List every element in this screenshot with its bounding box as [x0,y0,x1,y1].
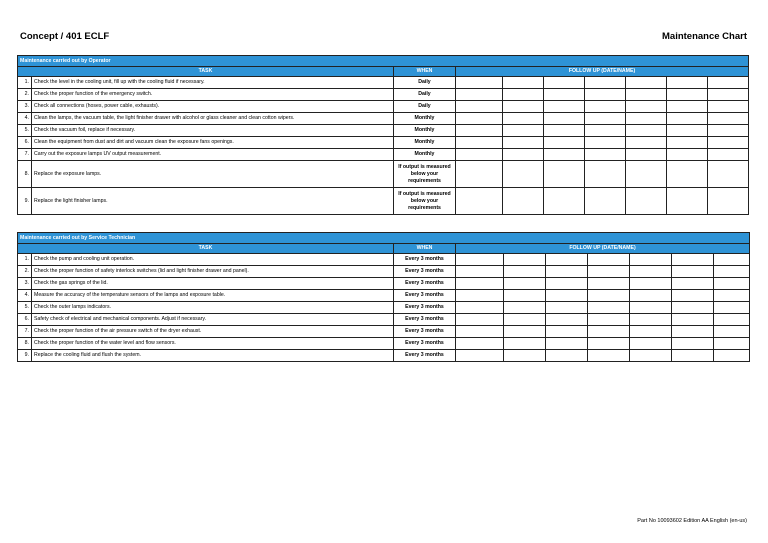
follow-up-cell[interactable] [544,188,585,215]
task-cell: Check the proper function of the water level and flow sensors. [32,338,394,350]
follow-up-cell[interactable] [456,149,503,161]
follow-up-cell[interactable] [585,89,626,101]
follow-up-cell[interactable] [503,161,544,188]
follow-up-cell[interactable] [456,125,503,137]
follow-up-cell[interactable] [708,125,749,137]
follow-up-cell[interactable] [626,89,667,101]
follow-up-cell[interactable] [588,290,630,302]
follow-up-cell[interactable] [456,302,504,314]
follow-up-cell[interactable] [503,89,544,101]
follow-up-cell[interactable] [456,326,504,338]
follow-up-cell[interactable] [672,278,714,290]
follow-up-cell[interactable] [546,266,588,278]
table-row [18,137,749,149]
table-row [18,149,749,161]
operator-maintenance-table [17,55,749,215]
table-row [18,188,749,215]
chart-title: Maintenance Chart [662,31,747,42]
follow-up-cell[interactable] [667,89,708,101]
row-number: 4. [18,290,32,302]
follow-up-cell[interactable] [626,113,667,125]
follow-up-cell[interactable] [667,125,708,137]
when-cell: Monthly [394,125,456,137]
follow-up-cell[interactable] [585,188,626,215]
follow-up-cell[interactable] [456,266,504,278]
follow-up-cell[interactable] [667,188,708,215]
follow-up-cell[interactable] [672,314,714,326]
follow-up-cell[interactable] [456,350,504,362]
follow-up-cell[interactable] [456,161,503,188]
follow-up-cell[interactable] [546,314,588,326]
technician-maintenance-table [17,232,750,362]
table-row [18,326,750,338]
follow-up-cell[interactable] [544,125,585,137]
when-cell: Monthly [394,137,456,149]
follow-up-cell[interactable] [714,278,750,290]
when-cell: Every 3 months [394,254,456,266]
when-column-header: WHEN [394,244,456,254]
follow-up-cell[interactable] [504,338,546,350]
follow-up-cell[interactable] [503,101,544,113]
part-number: Part No 10093602 Edition AA English (en-us) [637,518,747,524]
task-column-header: TASK [18,244,394,254]
follow-up-cell[interactable] [714,326,750,338]
when-cell: Every 3 months [394,338,456,350]
follow-up-cell[interactable] [667,161,708,188]
follow-up-cell[interactable] [504,266,546,278]
follow-up-cell[interactable] [546,278,588,290]
follow-up-cell[interactable] [546,326,588,338]
follow-up-cell[interactable] [504,290,546,302]
follow-up-cell[interactable] [503,149,544,161]
task-cell: Safety check of electrical and mechanical components. Adjust if necessary. [32,314,394,326]
follow-up-cell[interactable] [544,113,585,125]
follow-up-cell[interactable] [588,254,630,266]
follow-up-cell[interactable] [456,188,503,215]
row-number: 8. [18,338,32,350]
follow-up-cell[interactable] [714,290,750,302]
follow-up-cell[interactable] [588,326,630,338]
table-row [18,350,750,362]
follow-up-cell[interactable] [544,101,585,113]
follow-up-cell[interactable] [585,77,626,89]
follow-up-cell[interactable] [672,326,714,338]
when-column-header: WHEN [394,67,456,77]
follow-up-cell[interactable] [503,188,544,215]
table-row [18,89,749,101]
follow-up-cell[interactable] [504,350,546,362]
follow-up-column-header: FOLLOW UP (DATE/NAME) [456,67,749,77]
follow-up-cell[interactable] [544,137,585,149]
follow-up-cell[interactable] [546,302,588,314]
follow-up-cell[interactable] [667,137,708,149]
follow-up-cell[interactable] [456,290,504,302]
row-number: 6. [18,137,32,149]
follow-up-cell[interactable] [667,77,708,89]
follow-up-cell[interactable] [667,149,708,161]
follow-up-cell[interactable] [585,161,626,188]
follow-up-cell[interactable] [630,338,672,350]
follow-up-cell[interactable] [630,254,672,266]
row-number: 6. [18,314,32,326]
follow-up-cell[interactable] [456,113,503,125]
task-cell: Check all connections (hoses, power cable, exhausts). [32,101,394,113]
table-row [18,338,750,350]
when-cell: If output is measured below your requirements [394,161,456,188]
follow-up-cell[interactable] [708,113,749,125]
task-cell: Check the proper function of the emergency switch. [32,89,394,101]
table-row [18,113,749,125]
follow-up-cell[interactable] [456,278,504,290]
table-row [18,77,749,89]
follow-up-cell[interactable] [504,254,546,266]
follow-up-column-header: FOLLOW UP (DATE/NAME) [456,244,750,254]
when-cell: Every 3 months [394,266,456,278]
follow-up-cell[interactable] [585,113,626,125]
task-cell: Measure the accuracy of the temperature sensors of the lamps and exposure table. [32,290,394,302]
task-cell: Check the level in the cooling unit, fill up with the cooling fluid if necessary. [32,77,394,89]
follow-up-cell[interactable] [714,350,750,362]
row-number: 5. [18,125,32,137]
follow-up-cell[interactable] [504,314,546,326]
follow-up-cell[interactable] [585,137,626,149]
task-cell: Check the vacuum foil, replace if necessary. [32,125,394,137]
follow-up-cell[interactable] [708,77,749,89]
follow-up-cell[interactable] [708,149,749,161]
row-number: 4. [18,113,32,125]
row-number: 2. [18,266,32,278]
follow-up-cell[interactable] [456,101,503,113]
task-cell: Carry out the exposure lamps UV output measurement. [32,149,394,161]
follow-up-cell[interactable] [630,266,672,278]
when-cell: Every 3 months [394,278,456,290]
task-cell: Replace the light finisher lamps. [32,188,394,215]
follow-up-cell[interactable] [546,350,588,362]
follow-up-cell[interactable] [456,254,504,266]
follow-up-cell[interactable] [667,101,708,113]
follow-up-cell[interactable] [672,266,714,278]
follow-up-cell[interactable] [630,290,672,302]
follow-up-cell[interactable] [456,314,504,326]
task-cell: Check the proper function of the air pressure switch of the dryer exhaust. [32,326,394,338]
follow-up-cell[interactable] [626,101,667,113]
task-cell: Clean the lamps, the vacuum table, the light finisher drawer with alcohol or glass cleaner and clean cotton wipers. [32,113,394,125]
follow-up-cell[interactable] [504,278,546,290]
follow-up-cell[interactable] [626,149,667,161]
follow-up-cell[interactable] [546,254,588,266]
follow-up-cell[interactable] [672,290,714,302]
table-row [18,302,750,314]
task-cell: Check the proper function of safety interlock switches (lid and light finisher drawer and panel). [32,266,394,278]
follow-up-cell[interactable] [544,89,585,101]
row-number: 7. [18,149,32,161]
follow-up-cell[interactable] [456,77,503,89]
table-row [18,290,750,302]
table-row [18,101,749,113]
document-title: Concept / 401 ECLF [20,31,110,42]
follow-up-cell[interactable] [626,188,667,215]
row-number: 3. [18,278,32,290]
when-cell: Monthly [394,113,456,125]
task-cell: Clean the equipment from dust and dirt and vacuum clean the exposure fans openings. [32,137,394,149]
follow-up-cell[interactable] [672,350,714,362]
follow-up-cell[interactable] [588,314,630,326]
follow-up-cell[interactable] [626,125,667,137]
task-cell: Replace the exposure lamps. [32,161,394,188]
follow-up-cell[interactable] [714,314,750,326]
follow-up-cell[interactable] [708,89,749,101]
when-cell: Every 3 months [394,326,456,338]
row-number: 9. [18,188,32,215]
follow-up-cell[interactable] [708,188,749,215]
follow-up-cell[interactable] [546,290,588,302]
follow-up-cell[interactable] [714,302,750,314]
follow-up-cell[interactable] [588,266,630,278]
follow-up-cell[interactable] [456,137,503,149]
row-number: 7. [18,326,32,338]
follow-up-cell[interactable] [588,350,630,362]
when-cell: Every 3 months [394,290,456,302]
follow-up-cell[interactable] [588,302,630,314]
follow-up-cell[interactable] [546,338,588,350]
follow-up-cell[interactable] [503,77,544,89]
table-row [18,125,749,137]
row-number: 1. [18,254,32,266]
follow-up-cell[interactable] [714,266,750,278]
follow-up-cell[interactable] [456,338,504,350]
follow-up-cell[interactable] [714,254,750,266]
follow-up-cell[interactable] [708,101,749,113]
follow-up-cell[interactable] [630,350,672,362]
task-cell: Replace the cooling fluid and flush the system. [32,350,394,362]
follow-up-cell[interactable] [544,161,585,188]
task-column-header: TASK [18,67,394,77]
follow-up-cell[interactable] [672,254,714,266]
when-cell: Every 3 months [394,302,456,314]
follow-up-cell[interactable] [588,278,630,290]
table-row [18,254,750,266]
row-number: 8. [18,161,32,188]
follow-up-cell[interactable] [708,161,749,188]
follow-up-cell[interactable] [504,302,546,314]
when-cell: Every 3 months [394,314,456,326]
row-number: 9. [18,350,32,362]
when-cell: Every 3 months [394,350,456,362]
follow-up-cell[interactable] [630,326,672,338]
follow-up-cell[interactable] [585,125,626,137]
when-cell: Daily [394,77,456,89]
row-number: 3. [18,101,32,113]
follow-up-cell[interactable] [667,113,708,125]
row-number: 2. [18,89,32,101]
task-cell: Check the gas springs of the lid. [32,278,394,290]
follow-up-cell[interactable] [630,302,672,314]
follow-up-cell[interactable] [544,149,585,161]
follow-up-cell[interactable] [504,326,546,338]
follow-up-cell[interactable] [626,161,667,188]
follow-up-cell[interactable] [672,338,714,350]
table-row [18,266,750,278]
follow-up-cell[interactable] [626,77,667,89]
follow-up-cell[interactable] [714,338,750,350]
follow-up-cell[interactable] [585,149,626,161]
follow-up-cell[interactable] [503,125,544,137]
row-number: 5. [18,302,32,314]
follow-up-cell[interactable] [503,137,544,149]
when-cell: Monthly [394,149,456,161]
table-row [18,314,750,326]
follow-up-cell[interactable] [456,89,503,101]
row-number: 1. [18,77,32,89]
when-cell: If output is measured below your requirements [394,188,456,215]
section-title: Maintenance carried out by Service Technician [18,233,750,244]
when-cell: Daily [394,101,456,113]
follow-up-cell[interactable] [588,338,630,350]
follow-up-cell[interactable] [585,101,626,113]
follow-up-cell[interactable] [630,278,672,290]
table-row [18,161,749,188]
follow-up-cell[interactable] [630,314,672,326]
follow-up-cell[interactable] [503,113,544,125]
follow-up-cell[interactable] [626,137,667,149]
task-cell: Check the outer lamps indicators. [32,302,394,314]
follow-up-cell[interactable] [544,77,585,89]
task-cell: Check the pump and cooling unit operation. [32,254,394,266]
follow-up-cell[interactable] [708,137,749,149]
table-row [18,278,750,290]
follow-up-cell[interactable] [672,302,714,314]
section-title: Maintenance carried out by Operator [18,56,749,67]
when-cell: Daily [394,89,456,101]
